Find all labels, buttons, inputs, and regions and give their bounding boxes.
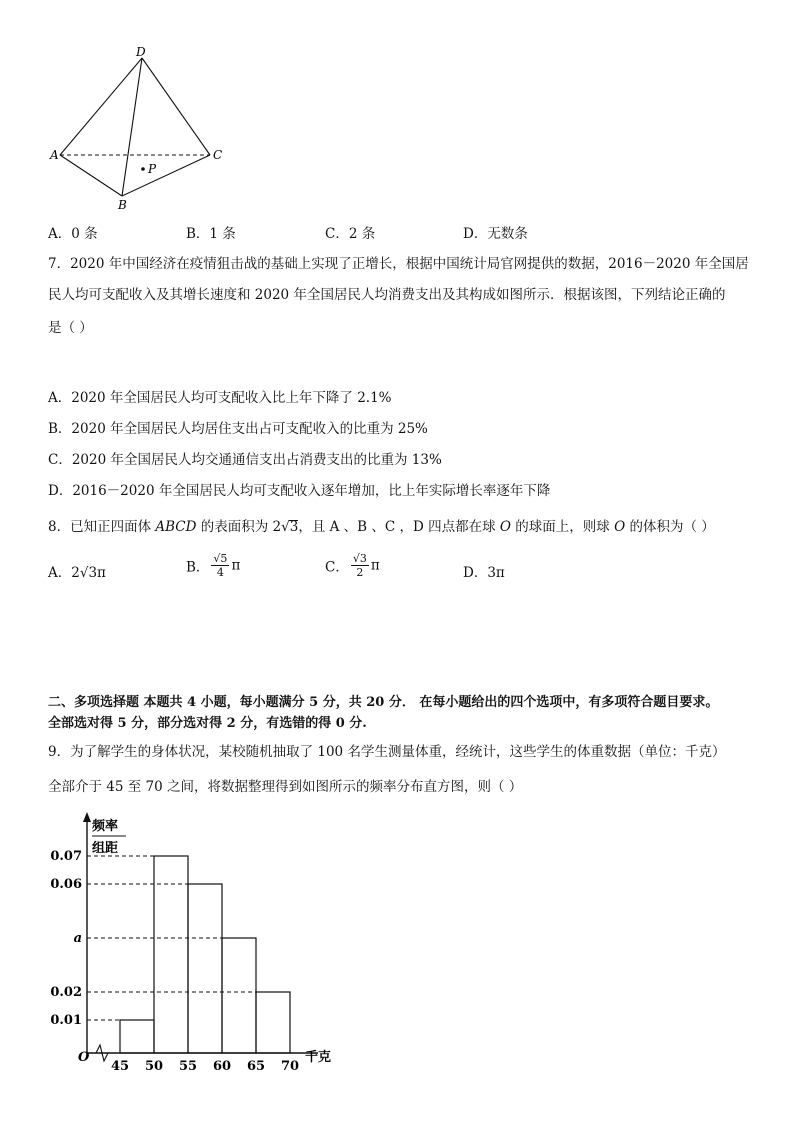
q6-option-d: D．无数条 — [463, 226, 528, 242]
histogram-bar-2 — [188, 884, 222, 1053]
q7-stem-line3: 是（ ） — [48, 320, 93, 336]
q9-stem-line2: 全部介于 45 至 70 之间，将数据整理得到如图所示的频率分布直方图，则（ ） — [48, 779, 523, 795]
q8-stem: 8．已知正四面体 ABCD 的表面积为 2√3，且 A 、B 、C ，D 四点都在球 O 的球面上，则球 O 的体积为（ ） — [48, 519, 715, 535]
q7-option-d: D．2016－2020 年全国居民人均可支配收入逐年增加，比上年实际增长率逐年下降 — [48, 483, 551, 499]
x-tick-label-5: 70 — [280, 1059, 300, 1074]
x-tick-label-0: 45 — [110, 1059, 130, 1074]
q6-option-c: C．2 条 — [325, 226, 376, 242]
histogram-bar-3 — [222, 938, 256, 1053]
tetrahedron-figure — [40, 40, 240, 215]
q7-option-a: A．2020 年全国居民人均可支配收入比上年下降了 2.1% — [48, 390, 392, 406]
q9-stem-line1: 9．为了解学生的身体状况，某校随机抽取了 100 名学生测量体重，经统计，这些学生的体重数据（单位：千克） — [48, 744, 726, 760]
y-tick-label-1: 0.06 — [50, 877, 82, 892]
edge-bc — [122, 155, 210, 196]
q7-stem-line1: 7．2020 年中国经济在疫情狙击战的基础上实现了正增长，根据中国统计局官网提供的数据，2016－2020 年全国居 — [48, 256, 749, 272]
histogram-bar-1 — [154, 856, 188, 1053]
q8-tetra-name: ABCD — [155, 519, 197, 535]
q8-mid3: 的球面上，则球 — [511, 519, 615, 535]
x-tick-label-4: 65 — [246, 1059, 266, 1074]
x-tick-label-2: 55 — [178, 1059, 198, 1074]
q7-option-b: B．2020 年全国居民人均居住支出占可支配收入的比重为 25% — [48, 421, 428, 437]
point-p — [141, 167, 145, 171]
label-d: D — [136, 45, 146, 59]
x-tick-label-1: 50 — [144, 1059, 164, 1074]
histogram-bar-4 — [256, 992, 290, 1053]
section2-line2: 全部选对得 5 分，部分选对得 2 分，有选错的得 0 分. — [48, 716, 367, 731]
y-tick-label-3: 0.02 — [50, 985, 82, 1000]
y-axis-arrow — [83, 812, 91, 822]
label-c: C — [213, 148, 223, 162]
q8-option-d: D．3π — [463, 565, 505, 581]
xlabel: 千克 — [305, 1050, 332, 1065]
origin-label: O — [78, 1050, 90, 1065]
ylabel-top: 频率 — [92, 819, 119, 834]
ylabel-bottom: 组距 — [92, 841, 119, 856]
q7-option-c: C．2020 年全国居民人均交通通信支出占消费支出的比重为 13% — [48, 452, 442, 468]
edge-dc — [142, 58, 210, 155]
q8-suffix: 的体积为（ ） — [625, 519, 715, 535]
q8-o1: O — [499, 519, 511, 535]
x-tick-label-3: 60 — [212, 1059, 232, 1074]
q8-prefix: 8．已知正四面体 — [48, 519, 156, 535]
q8-mid1: 的表面积为 2 — [196, 519, 282, 535]
y-tick-label-4: 0.01 — [50, 1013, 82, 1028]
y-tick-label-0: 0.07 — [50, 849, 82, 864]
q6-option-a: A．0 条 — [48, 226, 98, 242]
q8-option-c: C． $\frac{√3}{2}$ π — [325, 552, 380, 579]
q7-stem-line2: 民人均可支配收入及其增长速度和 2020 年全国居民人均消费支出及其构成如图所示．根据该图，下列结论正确的 — [48, 287, 726, 303]
label-p: P — [148, 162, 157, 176]
q8-mid2: ，且 A 、B 、C ，D 四点都在球 — [298, 519, 500, 535]
q8-sqrt3: 3 — [289, 519, 299, 535]
histogram-chart — [40, 808, 360, 1078]
section2-line1: 二、多项选择题 本题共 4 小题，每小题满分 5 分，共 20 分． 在每小题给出的四个选项中，有多项符合题目要求。 — [48, 695, 719, 710]
q6-option-b: B．1 条 — [186, 226, 236, 242]
q8-o2: O — [614, 519, 626, 535]
q8-option-b: B． $\frac{√5}{4}$ π — [186, 552, 241, 579]
edge-ab — [60, 155, 122, 196]
label-b: B — [118, 198, 127, 212]
q8-option-a: A．2√3π — [48, 565, 106, 581]
label-a: A — [50, 148, 59, 162]
y-tick-label-2: a — [73, 931, 82, 946]
histogram-bar-0 — [120, 1020, 154, 1053]
